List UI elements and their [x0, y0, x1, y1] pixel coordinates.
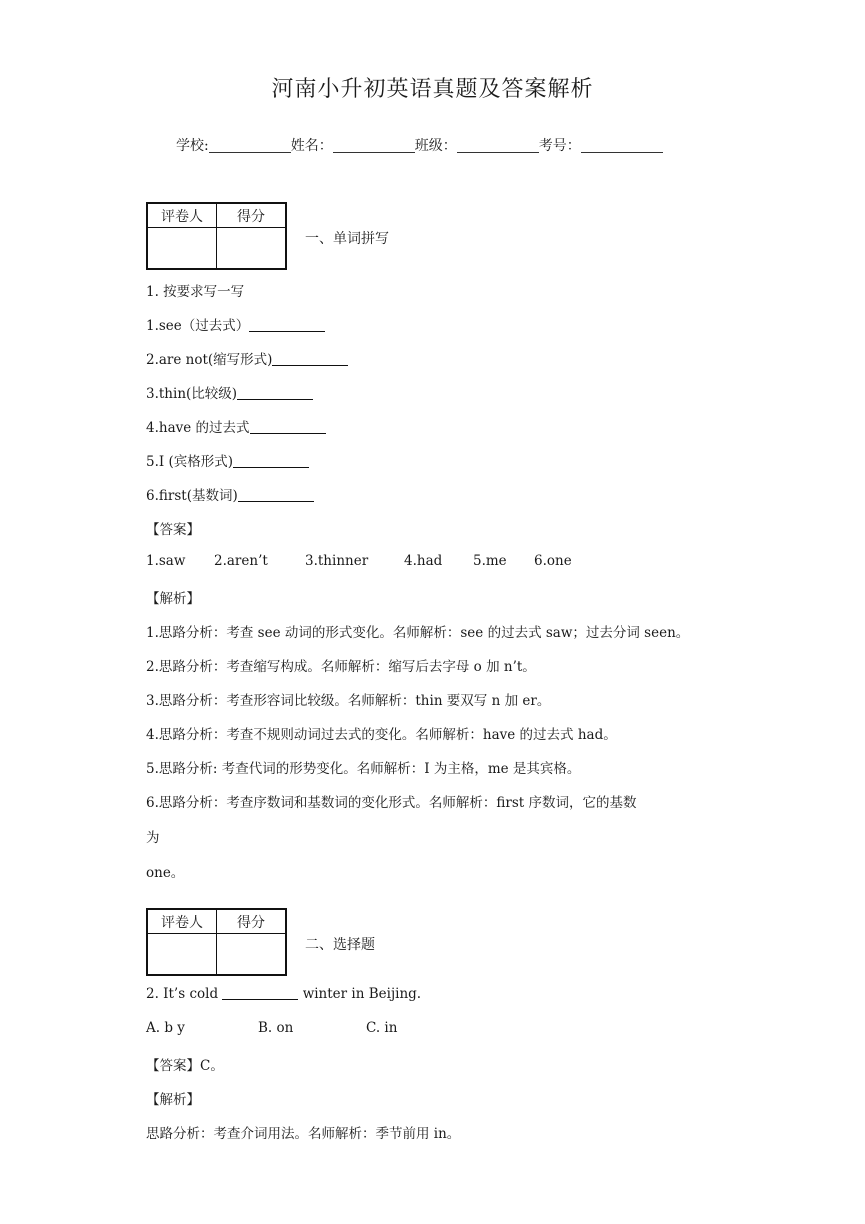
student-info-line: [176, 135, 663, 155]
score-cell: [217, 228, 287, 270]
page-title: 河南小升初英语真题及答案解析: [271, 77, 594, 102]
class-blank[interactable]: [457, 138, 539, 153]
answer-1: 1.saw: [146, 553, 186, 569]
item-4: [146, 416, 326, 436]
analysis-6-cont: 为: [146, 830, 160, 846]
answer-5: 5.me: [473, 553, 507, 569]
analysis-4: 4.思路分析：考查不规则动词过去式的变化。名师解析：have 的过去式 had。: [146, 727, 617, 743]
options-line: [146, 1020, 397, 1036]
item-4-text: 4.have 的过去式: [146, 420, 250, 436]
school-label: 学校:: [176, 138, 209, 154]
class-label: 班级：: [414, 138, 457, 154]
item-5: [146, 450, 309, 470]
option-b: B. on: [258, 1020, 294, 1036]
item-3: [146, 382, 313, 402]
name-blank[interactable]: [333, 138, 415, 153]
question-2-blank[interactable]: [222, 987, 298, 1000]
question-2: [146, 986, 421, 1002]
answer-label-2: 【答案】: [146, 1058, 200, 1074]
name-label: 姓名：: [290, 138, 333, 154]
number-label: 考号：: [538, 138, 581, 154]
analysis-5: 5.思路分析: 考查代词的形势变化。名师解析：I 为主格，me 是其宾格。: [146, 761, 581, 777]
item-3-text: 3.thin(比较级): [146, 386, 238, 402]
score-table-2: [146, 908, 287, 976]
grader-header: 评卷人: [147, 203, 217, 228]
answer-3: 3.thinner: [305, 553, 369, 569]
item-6-blank[interactable]: [238, 489, 314, 502]
analysis-6-end: one。: [146, 865, 185, 881]
analysis-label-2: 【解析】: [146, 1092, 200, 1108]
number-blank[interactable]: [581, 138, 663, 153]
answer-4: 4.had: [404, 553, 443, 569]
item-6: [146, 484, 314, 504]
answer-6: 6.one: [534, 553, 572, 569]
item-2-text: 2.are not(缩写形式): [146, 352, 273, 368]
answer-line-2: [146, 1054, 224, 1074]
analysis-1: 1.思路分析：考查 see 动词的形式变化。名师解析：see 的过去式 saw；过去分词 seen。: [146, 625, 690, 641]
answers-line: [146, 553, 572, 569]
section2-heading: 二、选择题: [305, 937, 375, 953]
item-1: [146, 314, 325, 334]
item-3-blank[interactable]: [237, 387, 313, 400]
item-2-blank[interactable]: [272, 353, 348, 366]
grader-cell: [147, 228, 217, 270]
analysis-2: 2.思路分析：考查缩写构成。名师解析：缩写后去字母 o 加 n’t。: [146, 659, 536, 675]
item-5-text: 5.I (宾格形式): [146, 454, 234, 470]
grader-header: 评卷人: [147, 909, 217, 934]
school-blank[interactable]: [209, 138, 291, 153]
item-5-blank[interactable]: [233, 455, 309, 468]
score-header: 得分: [217, 909, 287, 934]
score-cell: [217, 934, 287, 976]
answer-2-value: C。: [200, 1058, 224, 1074]
item-1-text: 1.see（过去式）: [146, 318, 250, 334]
analysis-6: 6.思路分析：考查序数词和基数词的变化形式。名师解析：first 序数词，它的基数: [146, 795, 637, 811]
item-1-blank[interactable]: [249, 319, 325, 332]
item-2: [146, 348, 348, 368]
section1-heading: 一、单词拼写: [305, 231, 389, 247]
question-1: 1. 按要求写一写: [146, 284, 245, 300]
option-a: A. b y: [146, 1020, 185, 1036]
item-6-text: 6.first(基数词): [146, 488, 238, 504]
answer-2: 2.aren’t: [214, 553, 268, 569]
analysis-3: 3.思路分析：考查形容词比较级。名师解析：thin 要双写 n 加 er。: [146, 693, 551, 709]
item-4-blank[interactable]: [250, 421, 326, 434]
analysis-label-1: 【解析】: [146, 591, 200, 607]
option-c: C. in: [366, 1020, 398, 1036]
score-table-1: [146, 202, 287, 270]
question-2-pre: 2. It’s cold: [146, 986, 219, 1002]
question-2-post: winter in Beijing.: [302, 986, 422, 1002]
score-header: 得分: [217, 203, 287, 228]
grader-cell: [147, 934, 217, 976]
analysis-q2: 思路分析：考查介词用法。名师解析：季节前用 in。: [146, 1126, 461, 1142]
answer-label-1: 【答案】: [146, 522, 200, 538]
